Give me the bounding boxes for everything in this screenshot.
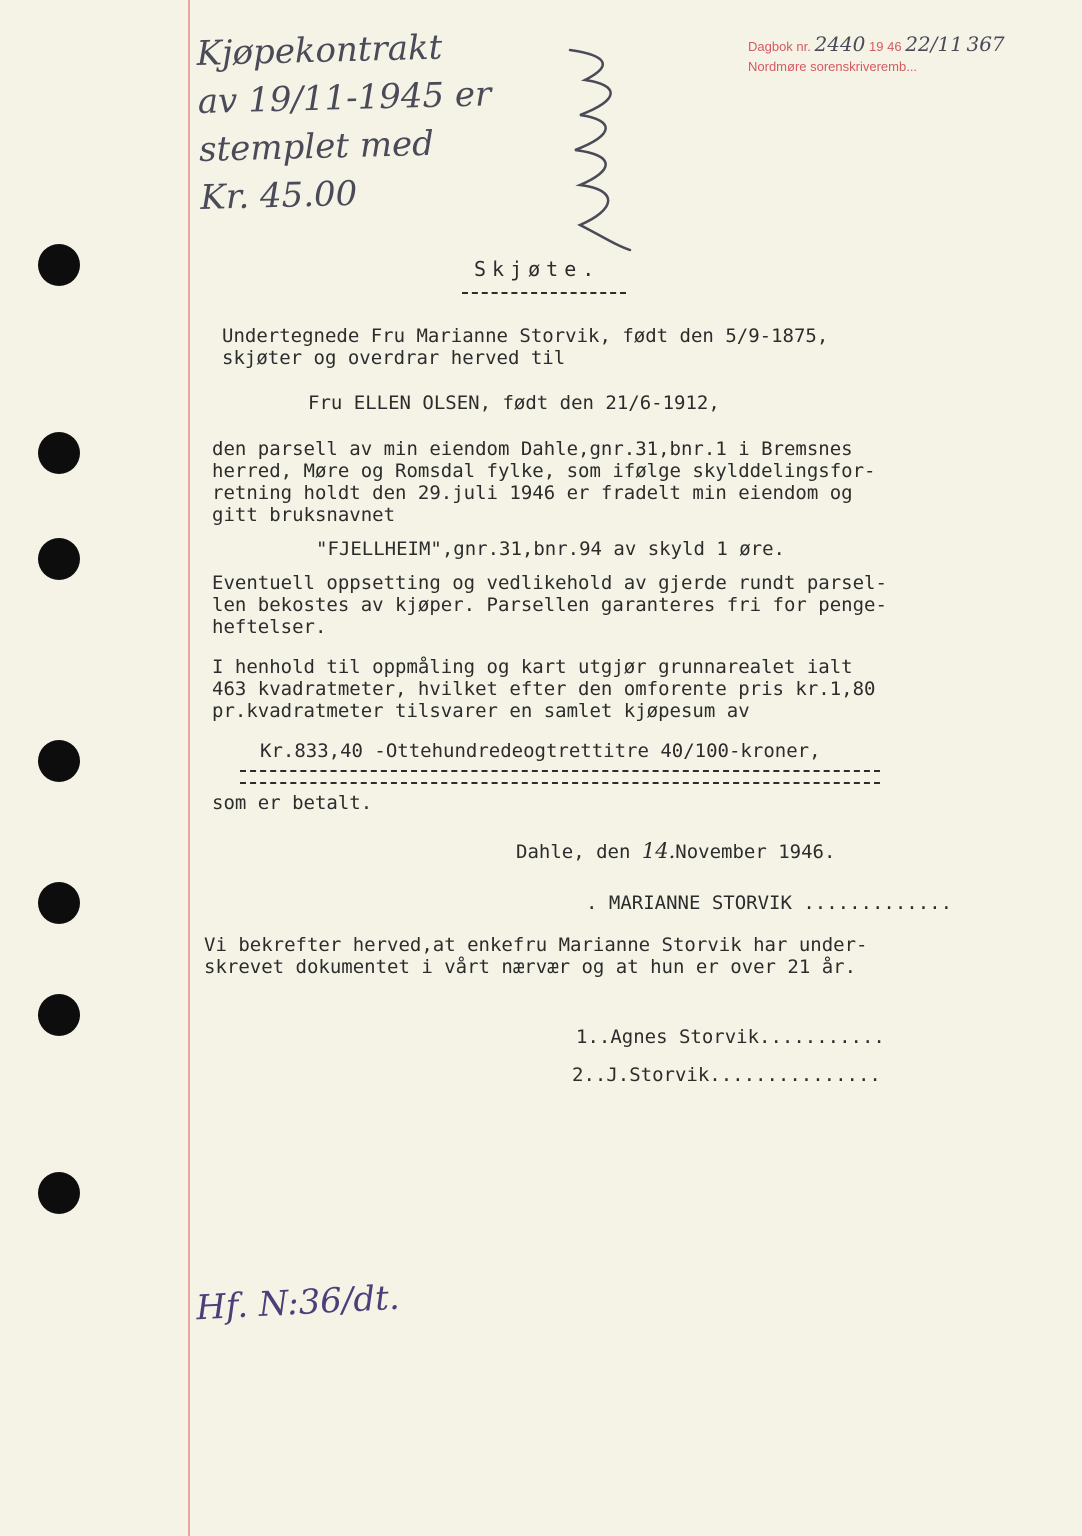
seller-signature: . MARIANNE STORVIK ............. [586,892,953,914]
dateline-suffix: November 1946. [675,841,836,863]
registry-stamp [748,34,1005,77]
punch-hole [38,538,80,580]
witness-line [572,1064,881,1086]
punch-hole [38,882,80,924]
witness-dots: ............... [709,1064,881,1086]
witness-line [576,1026,885,1048]
witness-statement-line: skrevet dokumentet i vårt nærvær og at hun er over 21 år. [204,956,857,978]
dateline-prefix: Dahle, den [516,841,631,863]
stamp-office: Nordmøre sorenskriveremb... [748,59,918,74]
handwritten-file-note: Hf. N:36/dt. [195,1277,401,1329]
amount-underline [240,782,880,784]
fence-line: len bekostes av kjøper. Parsellen garanteres fri for penge- [212,594,887,616]
stamp-date: 22/11 [905,32,963,56]
dateline [516,840,835,863]
witness-number: 2.. [572,1064,607,1086]
fence-line: Eventuell oppsetting og vedlikehold av gjerde rundt parsel- [212,572,887,594]
handwritten-note-line: av 19/11-1945 er [197,74,492,122]
witness-name: J.Storvik [606,1064,710,1086]
handwritten-note [196,22,494,222]
punch-hole [38,432,80,474]
witness-name: Agnes Storvik [610,1026,760,1048]
price-line: I henhold til oppmåling og kart utgjør grunnarealet ialt [212,656,853,678]
handwritten-note-line: stemplet med [198,123,435,170]
page-number: 367 [966,32,1005,56]
stamp-year: 19 46 [869,39,902,54]
seller-line: Undertegnede Fru Marianne Storvik, født den 5/9-1875, [222,325,829,347]
seller-line: skjøter og overdrar herved til [222,347,566,369]
title-underline [462,292,626,294]
margin-line [188,0,190,1536]
buyer-line: Fru ELLEN OLSEN, født den 21/6-1912, [308,392,720,414]
dateline-day: 14. [641,839,676,863]
price-line: 463 kvadratmeter, hvilket efter den omforente pris kr.1,80 [212,678,876,700]
parcel-line: den parsell av min eiendom Dahle,gnr.31,bnr.1 i Bremsnes [212,438,853,460]
stamp-number: 2440 [814,32,866,56]
parcel-line: retning holdt den 29.juli 1946 er fradelt min eiendom og [212,482,853,504]
handwritten-squiggle [560,40,640,260]
document-title: Skjøte. [474,257,601,281]
handwritten-note-line: Kjøpekontrakt [196,27,443,74]
punch-hole [38,244,80,286]
stamp-prefix: Dagbok nr. [748,39,811,54]
price-line: pr.kvadratmeter tilsvarer en samlet kjøpesum av [212,700,750,722]
paid-line: som er betalt. [212,792,373,814]
parcel-line: herred, Møre og Romsdal fylke, som ifølge skylddelingsfor- [212,460,876,482]
amount-line: Kr.833,40 -Ottehundredeogtrettitre 40/100-kroner, [260,740,821,762]
amount-underline [240,770,880,772]
property-name-line: "FJELLHEIM",gnr.31,bnr.94 av skyld 1 øre. [316,538,785,560]
punch-hole [38,1172,80,1214]
handwritten-note-line: Kr. 45.00 [199,173,358,218]
witness-statement-line: Vi bekrefter herved,at enkefru Marianne Storvik har under- [204,934,868,956]
parcel-line: gitt bruksnavnet [212,504,396,526]
fence-line: heftelser. [212,616,327,638]
punch-hole [38,994,80,1036]
punch-hole [38,740,80,782]
witness-dots: ........... [759,1026,885,1048]
witness-number: 1.. [576,1026,611,1048]
